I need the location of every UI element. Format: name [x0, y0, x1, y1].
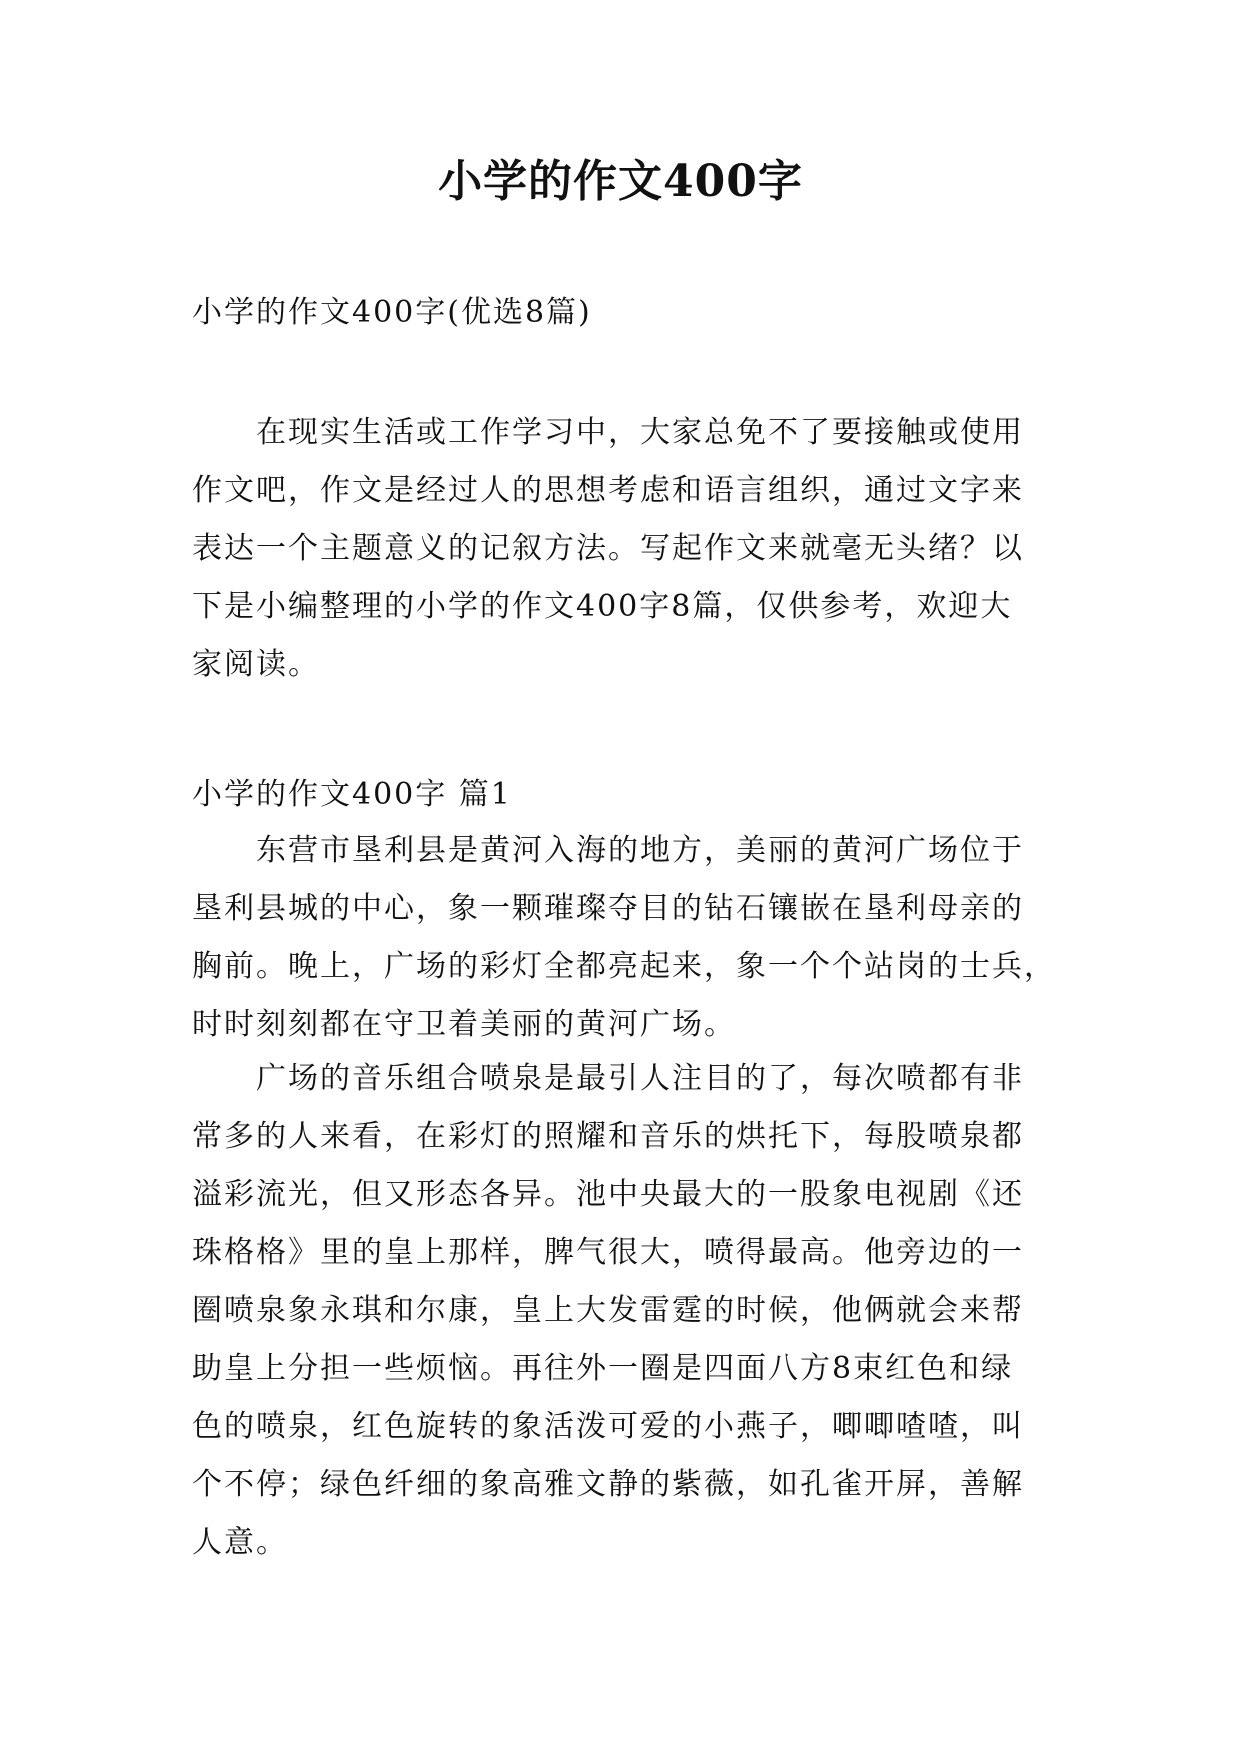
paragraph-line: 垦利县城的中心，象一颗璀璨夺目的钻石镶嵌在垦利母亲的: [192, 891, 1024, 926]
paragraph-line: 个不停；绿色纤细的象高雅文静的紫薇，如孔雀开屏，善解: [192, 1467, 1024, 1502]
intro-line: 在现实生活或工作学习中，大家总免不了要接触或使用: [256, 415, 1024, 450]
intro-line: 下是小编整理的小学的作文400字8篇，仅供参考，欢迎大: [192, 589, 1013, 624]
intro-line: 作文吧，作文是经过人的思想考虑和语言组织，通过文字来: [192, 473, 1024, 508]
paragraph-line: 东营市垦利县是黄河入海的地方，美丽的黄河广场位于: [256, 833, 1024, 868]
body-paragraph-2: [192, 1050, 1052, 1572]
paragraph-line: 圈喷泉象永琪和尔康，皇上大发雷霆的时候，他俩就会来帮: [192, 1293, 1024, 1328]
paragraph-line: 溢彩流光，但又形态各异。池中央最大的一股象电视剧《还: [192, 1177, 1024, 1212]
document-subtitle: 小学的作文400字(优选8篇): [192, 295, 592, 330]
intro-line: 表达一个主题意义的记叙方法。写起作文来就毫无头绪？以: [192, 531, 1024, 566]
document-title: 小学的作文400字: [438, 156, 803, 207]
paragraph-line: 时时刻刻都在守卫着美丽的黄河广场。: [192, 1007, 736, 1042]
paragraph-line: 常多的人来看，在彩灯的照耀和音乐的烘托下，每股喷泉都: [192, 1119, 1024, 1154]
paragraph-line: 珠格格》里的皇上那样，脾气很大，喷得最高。他旁边的一: [192, 1235, 1024, 1270]
paragraph-line: 助皇上分担一些烦恼。再往外一圈是四面八方8束红色和绿: [192, 1351, 1014, 1386]
intro-line: 家阅读。: [192, 647, 320, 682]
paragraph-line: 人意。: [192, 1525, 288, 1560]
body-paragraph-1: [192, 822, 1056, 1054]
paragraph-line: 色的喷泉，红色旋转的象活泼可爱的小燕子，唧唧喳喳，叫: [192, 1409, 1024, 1444]
intro-paragraph: [192, 404, 1052, 694]
paragraph-line: 胸前。晚上，广场的彩灯全都亮起来，象一个个站岗的士兵，: [192, 949, 1056, 984]
paragraph-line: 广场的音乐组合喷泉是最引人注目的了，每次喷都有非: [256, 1061, 1024, 1096]
section-heading: 小学的作文400字 篇1: [192, 777, 512, 812]
